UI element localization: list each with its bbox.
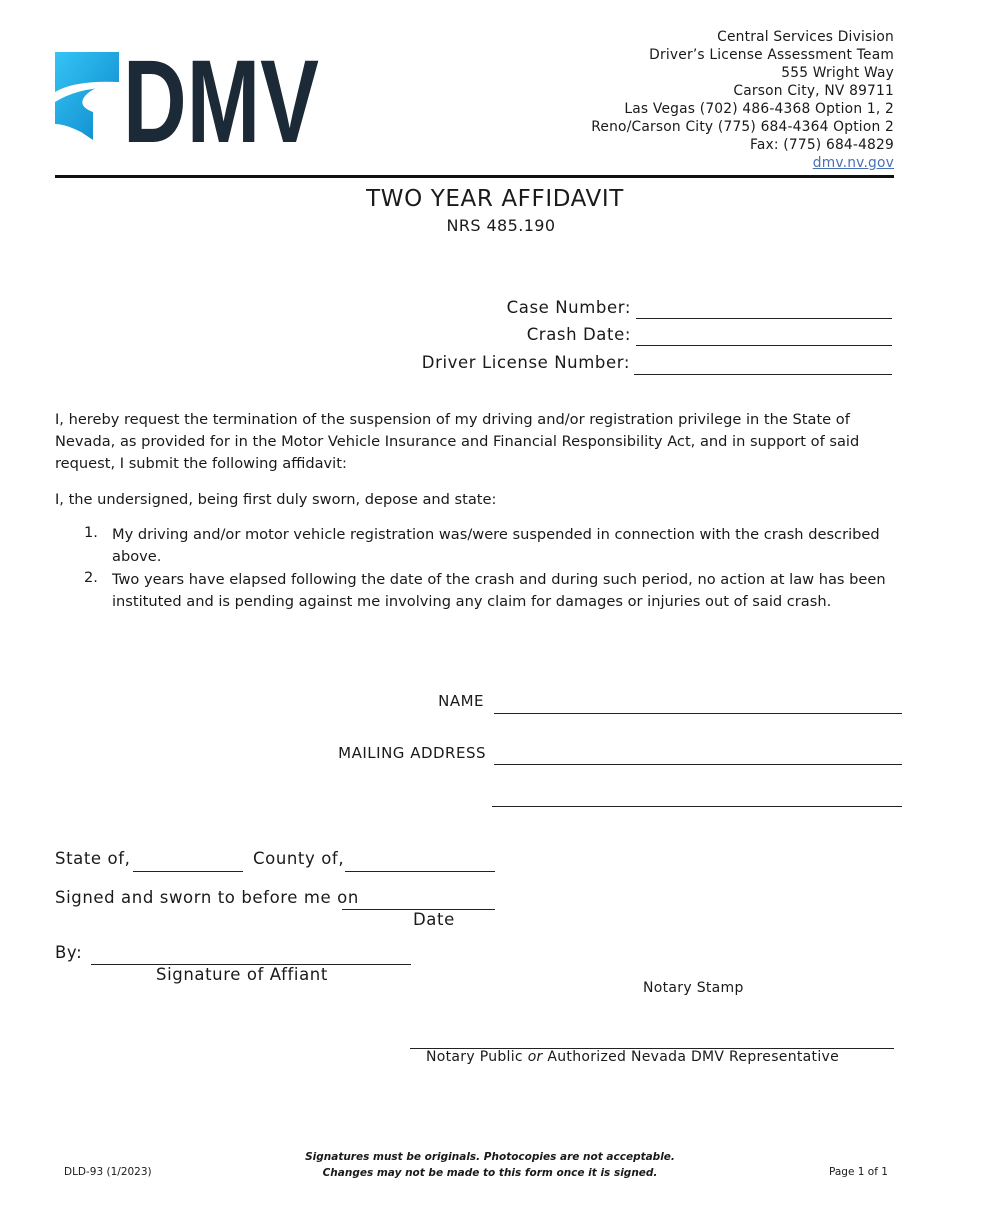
request-paragraph: I, hereby request the termination of the suspension of my driving and/or registration privilege in the State of Nevada, as provided for in the Motor Vehicle Insurance and Financial Responsibility Act, and in support of said request, I submit the following affidavit: [55,411,860,472]
form-title: TWO YEAR AFFIDAVIT [366,186,624,212]
footer-notice-line: Signatures must be originals. Photocopies are not acceptable. [305,1151,675,1163]
notary-signature-field[interactable] [410,1030,894,1049]
division-line: Central Services Division [717,29,894,45]
driver-license-field[interactable] [634,356,892,375]
fax-line: Fax: (775) 684-4829 [749,137,894,153]
item-number: 2. [84,569,98,586]
state-field[interactable] [133,852,243,872]
crash-date-label: Crash Date: [526,325,631,344]
footer-notice [290,1149,690,1181]
form-id: DLD-93 (1/2023) [64,1166,152,1178]
crash-date-field[interactable] [636,327,892,346]
name-label: NAME [438,692,484,710]
driver-license-label: Driver License Number: [421,353,630,372]
name-field[interactable] [494,694,902,714]
item-text: My driving and/or motor vehicle registration was/were suspended in connection with the crash described above. [112,526,880,565]
street-line: 555 Wright Way [781,65,894,81]
item-text: Two years have elapsed following the date of the crash and during such period, no action at law has been instituted and is pending against me involving any claim for damages or injuries out of said crash. [112,571,886,610]
logo-text: DMV [123,36,319,168]
item-number: 1. [84,524,98,541]
case-number-field[interactable] [636,300,892,319]
sworn-label: Signed and sworn to before me on [55,888,359,907]
dmv-logo [55,36,320,168]
mailing-address-field-2[interactable] [492,787,902,807]
agency-address-block [591,28,894,172]
signature-caption: Signature of Affiant [156,965,328,984]
notary-caption: Notary Public or Authorized Nevada DMV Representative [426,1049,840,1065]
date-caption: Date [413,910,455,929]
county-field[interactable] [345,852,495,872]
notary-stamp-label: Notary Stamp [643,980,744,996]
header-divider [55,175,894,178]
county-label: County of, [253,849,345,868]
city-line: Carson City, NV 89711 [733,83,894,99]
team-line: Driver’s License Assessment Team [649,47,894,63]
dmv-logo-graphic [55,36,320,168]
oath-statement: I, the undersigned, being first duly sworn, depose and state: [55,491,497,508]
footer-notice-line: Changes may not be made to this form once it is signed. [322,1167,658,1179]
case-number-label: Case Number: [506,298,631,317]
statute-reference: NRS 485.190 [446,216,556,235]
state-label: State of, [55,849,131,868]
website-link[interactable]: dmv.nv.gov [812,155,894,171]
page-number: Page 1 of 1 [829,1166,888,1178]
las-vegas-phone: Las Vegas (702) 486-4368 Option 1, 2 [624,101,894,117]
reno-phone: Reno/Carson City (775) 684-4364 Option 2 [591,119,894,135]
mailing-address-field-1[interactable] [494,745,902,765]
by-label: By: [55,943,83,962]
mailing-address-label: MAILING ADDRESS [338,744,486,762]
sworn-date-field[interactable] [342,890,495,910]
affiant-signature-field[interactable] [91,945,411,965]
